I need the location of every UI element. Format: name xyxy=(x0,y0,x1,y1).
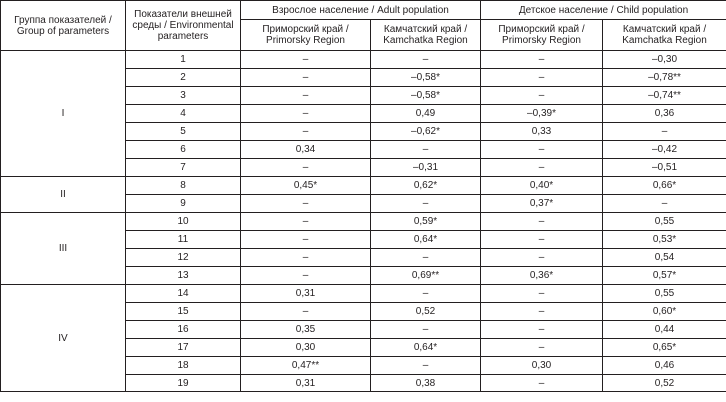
child-kamchatka-value: 0,44 xyxy=(603,321,726,339)
child-kamchatka-value: 0,36 xyxy=(603,105,726,123)
child-primorsky-value: – xyxy=(481,285,603,303)
adult-primorsky-value: 0,47** xyxy=(241,357,371,375)
child-primorsky-value: – xyxy=(481,69,603,87)
param-number: 8 xyxy=(126,177,241,195)
param-number: 2 xyxy=(126,69,241,87)
child-primorsky-value: – xyxy=(481,51,603,69)
adult-primorsky-value: – xyxy=(241,159,371,177)
child-primorsky-value: – xyxy=(481,87,603,105)
child-kamchatka-value: 0,54 xyxy=(603,249,726,267)
param-number: 1 xyxy=(126,51,241,69)
child-primorsky-value: – xyxy=(481,339,603,357)
adult-kamchatka-value: 0,62* xyxy=(371,177,481,195)
group-label: II xyxy=(1,177,126,213)
child-kamchatka-value: 0,55 xyxy=(603,285,726,303)
adult-primorsky-value: – xyxy=(241,267,371,285)
child-kamchatka-value: – xyxy=(603,123,726,141)
group-label: I xyxy=(1,51,126,177)
adult-primorsky-value: – xyxy=(241,249,371,267)
child-primorsky-value: 0,30 xyxy=(481,357,603,375)
child-primorsky-value: – xyxy=(481,375,603,392)
child-kamchatka-value: 0,52 xyxy=(603,375,726,392)
adult-primorsky-value: 0,31 xyxy=(241,375,371,392)
param-number: 18 xyxy=(126,357,241,375)
adult-kamchatka-value: 0,64* xyxy=(371,231,481,249)
child-primorsky-value: – xyxy=(481,213,603,231)
param-number: 13 xyxy=(126,267,241,285)
adult-primorsky-value: – xyxy=(241,231,371,249)
child-kamchatka-value: –0,30 xyxy=(603,51,726,69)
adult-kamchatka-value: 0,69** xyxy=(371,267,481,285)
param-number: 6 xyxy=(126,141,241,159)
adult-kamchatka-value: –0,31 xyxy=(371,159,481,177)
table-row xyxy=(1,285,726,303)
param-number: 9 xyxy=(126,195,241,213)
param-number: 12 xyxy=(126,249,241,267)
param-number: 4 xyxy=(126,105,241,123)
adult-kamchatka-value: – xyxy=(371,249,481,267)
header-adult: Взрослое население / Adult population xyxy=(241,1,481,20)
adult-primorsky-value: – xyxy=(241,69,371,87)
child-primorsky-value: 0,33 xyxy=(481,123,603,141)
adult-primorsky-value: – xyxy=(241,87,371,105)
param-number: 15 xyxy=(126,303,241,321)
table-row xyxy=(1,51,726,69)
child-kamchatka-value: –0,42 xyxy=(603,141,726,159)
adult-primorsky-value: – xyxy=(241,195,371,213)
child-primorsky-value: 0,36* xyxy=(481,267,603,285)
adult-kamchatka-value: –0,58* xyxy=(371,69,481,87)
child-kamchatka-value: 0,46 xyxy=(603,357,726,375)
child-kamchatka-value: –0,74** xyxy=(603,87,726,105)
adult-primorsky-value: 0,30 xyxy=(241,339,371,357)
child-kamchatka-value: 0,57* xyxy=(603,267,726,285)
adult-primorsky-value: 0,34 xyxy=(241,141,371,159)
child-primorsky-value: – xyxy=(481,141,603,159)
adult-primorsky-value: 0,45* xyxy=(241,177,371,195)
header-adult-primorsky: Приморский край / Primorsky Region xyxy=(241,20,371,51)
param-number: 11 xyxy=(126,231,241,249)
adult-kamchatka-value: 0,64* xyxy=(371,339,481,357)
adult-kamchatka-value: 0,59* xyxy=(371,213,481,231)
child-primorsky-value: – xyxy=(481,303,603,321)
param-number: 7 xyxy=(126,159,241,177)
child-kamchatka-value: 0,55 xyxy=(603,213,726,231)
child-kamchatka-value: – xyxy=(603,195,726,213)
adult-kamchatka-value: – xyxy=(371,285,481,303)
group-label: III xyxy=(1,213,126,285)
header-child-kamchatka: Камчатский край / Kamchatka Region xyxy=(603,20,726,51)
header-child: Детское население / Child population xyxy=(481,1,726,20)
header-group: Группа показателей / Group of parameters xyxy=(1,1,126,51)
child-primorsky-value: – xyxy=(481,231,603,249)
param-number: 16 xyxy=(126,321,241,339)
adult-kamchatka-value: –0,62* xyxy=(371,123,481,141)
child-primorsky-value: –0,39* xyxy=(481,105,603,123)
child-primorsky-value: – xyxy=(481,249,603,267)
child-primorsky-value: – xyxy=(481,159,603,177)
child-kamchatka-value: 0,53* xyxy=(603,231,726,249)
header-child-primorsky: Приморский край / Primorsky Region xyxy=(481,20,603,51)
adult-kamchatka-value: 0,52 xyxy=(371,303,481,321)
child-kamchatka-value: 0,65* xyxy=(603,339,726,357)
adult-kamchatka-value: 0,49 xyxy=(371,105,481,123)
param-number: 3 xyxy=(126,87,241,105)
adult-kamchatka-value: – xyxy=(371,321,481,339)
adult-kamchatka-value: –0,58* xyxy=(371,87,481,105)
param-number: 17 xyxy=(126,339,241,357)
param-number: 10 xyxy=(126,213,241,231)
child-primorsky-value: 0,37* xyxy=(481,195,603,213)
child-primorsky-value: 0,40* xyxy=(481,177,603,195)
table-body xyxy=(1,51,726,392)
child-kamchatka-value: –0,78** xyxy=(603,69,726,87)
table-row xyxy=(1,213,726,231)
table-row xyxy=(1,177,726,195)
param-number: 5 xyxy=(126,123,241,141)
adult-kamchatka-value: 0,38 xyxy=(371,375,481,392)
child-kamchatka-value: 0,60* xyxy=(603,303,726,321)
group-label: IV xyxy=(1,285,126,392)
adult-primorsky-value: – xyxy=(241,105,371,123)
adult-primorsky-value: – xyxy=(241,303,371,321)
adult-primorsky-value: – xyxy=(241,123,371,141)
adult-kamchatka-value: – xyxy=(371,141,481,159)
param-number: 19 xyxy=(126,375,241,392)
child-kamchatka-value: –0,51 xyxy=(603,159,726,177)
child-primorsky-value: – xyxy=(481,321,603,339)
adult-kamchatka-value: – xyxy=(371,357,481,375)
adult-kamchatka-value: – xyxy=(371,51,481,69)
adult-primorsky-value: 0,31 xyxy=(241,285,371,303)
adult-primorsky-value: – xyxy=(241,51,371,69)
adult-primorsky-value: – xyxy=(241,213,371,231)
param-number: 14 xyxy=(126,285,241,303)
header-adult-kamchatka: Камчатский край / Kamchatka Region xyxy=(371,20,481,51)
header-env: Показатели внешней среды / Environmental parameters xyxy=(126,1,241,51)
adult-primorsky-value: 0,35 xyxy=(241,321,371,339)
child-kamchatka-value: 0,66* xyxy=(603,177,726,195)
adult-kamchatka-value: – xyxy=(371,195,481,213)
